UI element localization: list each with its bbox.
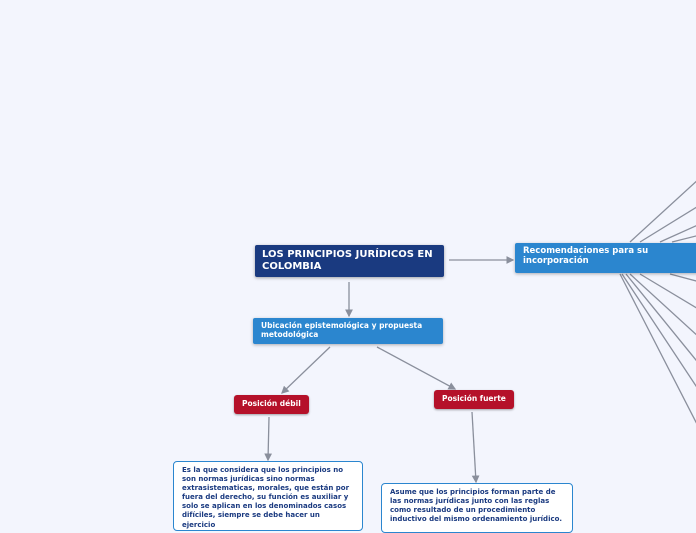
root-topic[interactable] [255,245,444,277]
topic-ubicacion[interactable] [253,318,443,344]
branch-line [672,235,696,242]
branch-line [622,274,696,392]
definition-posicion-fuerte-text: Asume que los principios forman parte de las normas jurídicas junto con las reglas como resultado de un procedimiento inductivo del mismo ordenamiento jurídico. [390,488,563,524]
topic-ubicacion-label: Ubicación epistemológica y propuesta metodológica [261,321,423,339]
subtopic-posicion-debil-label: Posición débil [242,399,301,408]
definition-posicion-fuerte[interactable] [381,483,573,533]
branch-line [630,274,696,338]
definition-posicion-debil-text: Es la que considera que los principios no son normas jurídicas sino normas extrasistematicas, morales, que están por fuera del derecho, su función es auxiliar y solo se aplican en los denominados casos difíciles, siempre se debe hacer un ejercicio [182,466,350,529]
branch-line [670,274,696,282]
branch-line [620,274,696,430]
subtopic-posicion-fuerte[interactable] [434,390,514,409]
branch-line [626,274,696,365]
branch-line [630,178,696,242]
subtopic-posicion-debil[interactable] [234,395,309,414]
topic-recomendaciones-label: Recomendaciones para su incorporación [523,246,649,266]
connector-ubicacion-debil [282,347,330,393]
connector-ubicacion-fuerte [377,347,455,389]
branch-line [640,205,696,242]
definition-posicion-debil[interactable] [173,461,363,531]
subtopic-posicion-fuerte-label: Posición fuerte [442,394,506,403]
topic-recomendaciones[interactable] [515,243,696,273]
connector-debil-definition [268,417,269,460]
connector-fuerte-definition [472,412,476,482]
root-topic-label: LOS PRINCIPIOS JURÍDICOS EN COLOMBIA [262,249,433,272]
branch-line [640,274,696,310]
